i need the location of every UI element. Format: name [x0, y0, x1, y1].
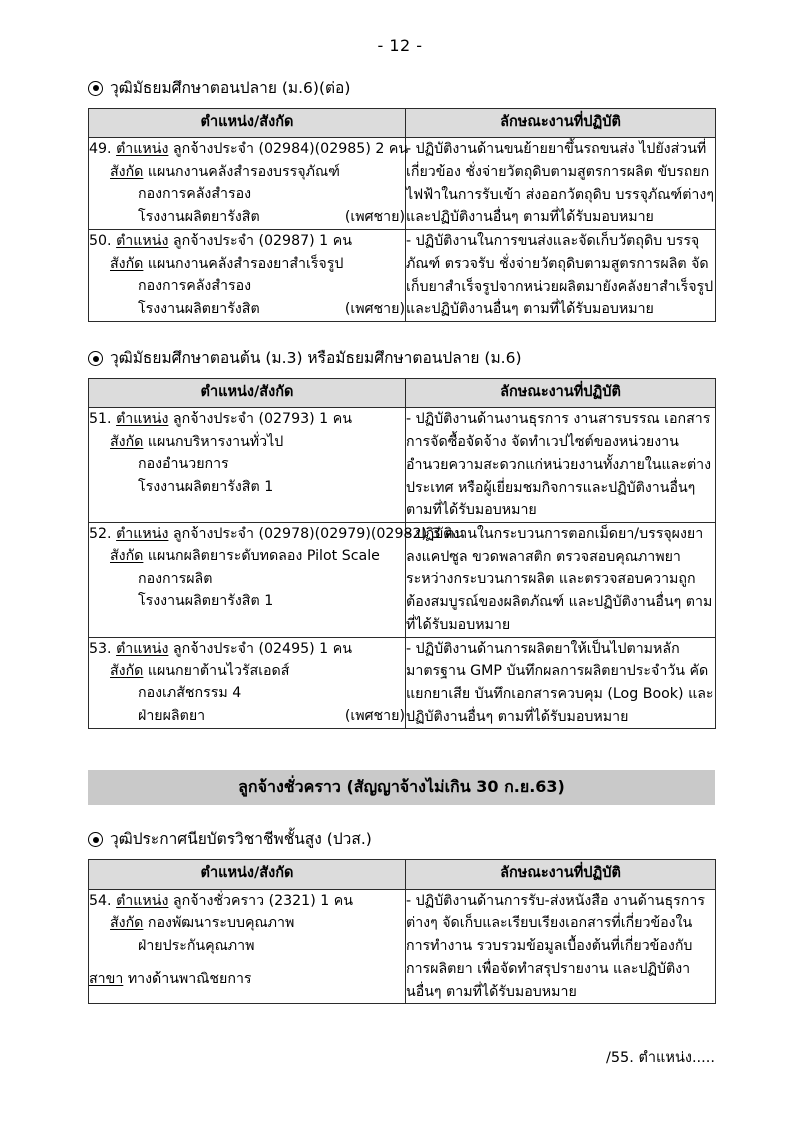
- position-title: ลูกจ้างประจำ (02495) 1 คน: [172, 640, 352, 657]
- table-header-row: [89, 378, 716, 407]
- row-number: 49.: [89, 141, 112, 158]
- duties-cell: [406, 138, 716, 230]
- affiliation-value: กองพัฒนาระบบคุณภาพ: [147, 915, 295, 932]
- position-title-line: [89, 523, 465, 545]
- table-row: [89, 230, 716, 322]
- duties-cell: [406, 637, 716, 729]
- spacer: [88, 805, 715, 829]
- section-banner: ลูกจ้างชั่วคราว (สัญญาจ้างไม่เกิน 30 ก.ย.63): [88, 770, 715, 805]
- row-number: 51.: [89, 411, 112, 428]
- affiliation-label: สังกัด: [110, 915, 144, 932]
- affiliation-sub-line: กองการคลังสำรอง: [138, 186, 252, 203]
- gender-note: (เพศชาย): [344, 208, 405, 225]
- affiliation-sub-line: [89, 298, 405, 320]
- column-header-position: ตำแหน่ง/สังกัด: [89, 108, 406, 137]
- affiliation-line: [89, 253, 405, 275]
- duties-text: - ปฏิบัติงานด้านการรับ-ส่งหนังสือ งานด้านธุรการต่างๆ จัดเก็บและเรียบเรียงเอกสารที่เกี่ยวข้องในการทำงาน รวบรวมข้อมูลเบื้องต้นที่เกี่ยวข้องกับการผลิตยา เพื่อจัดทำสรุปรายงาน และปฏิบัติงานอื่นๆ ตามที่ได้รับมอบหมาย: [406, 892, 705, 1000]
- position-label: ตำแหน่ง: [116, 233, 169, 250]
- duties-text: - ปฏิบัติงานด้านขนย้ายยาขึ้นรถขนส่ง ไปยังส่วนที่เกี่ยวข้อง ชั่งจ่ายวัตถุดิบตามสูตรการผลิต ขับรถยกไฟฟ้าในการรับเข้า ส่งออกวัตถุดิบ บรรจุภัณฑ์ต่างๆ และปฏิบัติงานอื่นๆ ตามที่ได้รับมอบหมาย: [406, 141, 714, 226]
- position-cell: [89, 522, 465, 637]
- affiliation-value: แผนกงานคลังสำรองยาสำเร็จรูป: [147, 255, 344, 272]
- spacer: [88, 729, 715, 770]
- duties-cell: [406, 408, 716, 523]
- branch-line: [89, 968, 405, 990]
- position-title-line: [89, 408, 405, 430]
- section-heading-label: วุฒิประกาศนียบัตรวิชาชีพชั้นสูง (ปวส.): [110, 830, 372, 849]
- affiliation-sub-text: โรงงานผลิตยารังสิต: [138, 300, 260, 317]
- affiliation-sub-line: กองการผลิต: [138, 570, 213, 587]
- table-row: [89, 637, 716, 729]
- affiliation-label: สังกัด: [110, 255, 144, 272]
- duties-text: - ปฏิบัติงานด้านงานธุรการ งานสารบรรณ เอกสารการจัดซื้อจัดจ้าง จัดทำเวปไซต์ของหน่วยงาน อำนวยความสะดวกแก่หน่วยงานทั้งภายในและต่างประเทศ หรือผู้เยี่ยมชมกิจการและปฏิบัติงานอื่นๆ ตามที่ได้รับมอบหมาย: [406, 411, 712, 519]
- table-row: [89, 408, 716, 523]
- affiliation-line: [89, 431, 405, 453]
- affiliation-sub-line: ฝ่ายประกันคุณภาพ: [138, 937, 255, 954]
- table-row: [89, 138, 716, 230]
- affiliation-value: แผนกงานคลังสำรองบรรจุภัณฑ์: [147, 163, 340, 180]
- section-heading-label: วุฒิมัธยมศึกษาตอนต้น (ม.3) หรือมัธยมศึกษาตอนปลาย (ม.6): [110, 349, 522, 368]
- affiliation-sub-line: [89, 206, 405, 228]
- position-cell: [89, 889, 406, 1004]
- affiliation-sub-text: ฝ่ายผลิตยา: [138, 707, 206, 724]
- position-title: ลูกจ้างประจำ (02978)(02979)(02982) 3 คน: [172, 525, 465, 542]
- page-number: - 12 -: [377, 36, 423, 55]
- position-title: ลูกจ้างประจำ (02793) 1 คน: [172, 411, 352, 428]
- position-title-line: [89, 230, 405, 252]
- table-row: [89, 889, 716, 1004]
- affiliation-label: สังกัด: [110, 548, 144, 565]
- duties-text: - ปฏิบัติงานด้านการผลิตยาให้เป็นไปตามหลักมาตรฐาน GMP บันทึกผลการผลิตยาประจำวัน คัดแยกยาเสีย บันทึกเอกสารควบคุม (Log Book) และปฏิบัติงานอื่นๆ ตามที่ได้รับมอบหมาย: [406, 640, 714, 725]
- duties-cell: [406, 230, 716, 322]
- affiliation-sub-line: โรงงานผลิตยารังสิต 1: [138, 593, 274, 610]
- section-heading-1: [88, 78, 715, 99]
- footer-continuation-note: /55. ตำแหน่ง.....: [605, 1050, 715, 1066]
- row-number: 54.: [89, 892, 112, 909]
- position-title: ลูกจ้างประจำ (02984)(02985) 2 คน: [172, 141, 409, 158]
- gender-note: (เพศชาย): [344, 707, 405, 724]
- section-heading-label: วุฒิมัธยมศึกษาตอนปลาย (ม.6)(ต่อ): [110, 79, 351, 97]
- position-label: ตำแหน่ง: [116, 411, 169, 428]
- column-header-position: ตำแหน่ง/สังกัด: [89, 860, 406, 889]
- row-number: 50.: [89, 233, 112, 250]
- position-title: ลูกจ้างชั่วคราว (2321) 1 คน: [172, 892, 353, 909]
- jobs-table-3: [88, 859, 716, 1004]
- column-header-duties: ลักษณะงานที่ปฏิบัติ: [406, 860, 716, 889]
- position-label: ตำแหน่ง: [116, 640, 169, 657]
- filled-radio-bullet-icon: [88, 81, 103, 96]
- affiliation-value: แผนกยาต้านไวรัสเอดส์: [147, 663, 290, 679]
- affiliation-sub-line: กองการคลังสำรอง: [138, 278, 252, 295]
- affiliation-sub-line: โรงงานผลิตยารังสิต 1: [138, 478, 274, 495]
- position-title: ลูกจ้างประจำ (02987) 1 คน: [172, 233, 352, 250]
- duties-cell: [406, 889, 716, 1004]
- affiliation-line: [89, 912, 405, 934]
- position-label: ตำแหน่ง: [116, 892, 169, 909]
- duties-text: - ปฏิบัติงานในกระบวนการตอกเม็ดยา/บรรจุผงยาลงแคปซูล ขวดพลาสติก ตรวจสอบคุณภาพยาระหว่างกระบวนการผลิต และตรวจสอบความถูกต้องสมบูรณ์ของผลิตภัณฑ์ และปฏิบัติงานอื่นๆ ตามที่ได้รับมอบหมาย: [406, 525, 713, 633]
- position-cell: [89, 637, 406, 729]
- position-title-line: [89, 138, 409, 160]
- affiliation-sub-line: [89, 705, 405, 727]
- duties-text: - ปฏิบัติงานในการขนส่งและจัดเก็บวัตถุดิบ บรรจุภัณฑ์ ตรวจรับ ชั่งจ่ายวัตถุดิบตามสูตรการผลิต จัดเก็บยาสำเร็จรูปจากหน่วยผลิตมายังคลังยาสำเร็จรูป และปฏิบัติงานอื่นๆ ตามที่ได้รับมอบหมาย: [406, 233, 714, 318]
- affiliation-label: สังกัด: [110, 433, 144, 450]
- affiliation-line: [89, 660, 405, 682]
- affiliation-line: [89, 161, 405, 183]
- position-label: ตำแหน่ง: [116, 141, 169, 158]
- affiliation-value: แผนกบริหารงานทั่วไป: [147, 433, 284, 450]
- affiliation-label: สังกัด: [110, 663, 144, 679]
- table-header-row: [89, 108, 716, 137]
- affiliation-sub-text: โรงงานผลิตยารังสิต: [138, 208, 260, 225]
- section-heading-2: [88, 348, 715, 369]
- position-cell: [89, 408, 406, 523]
- jobs-table-1: [88, 108, 716, 322]
- affiliation-sub-line: กองอำนวยการ: [138, 456, 229, 473]
- row-number: 53.: [89, 640, 112, 657]
- affiliation-label: สังกัด: [110, 163, 144, 180]
- position-cell: [89, 230, 406, 322]
- column-header-duties: ลักษณะงานที่ปฏิบัติ: [406, 108, 716, 137]
- section-heading-3: [88, 829, 715, 850]
- position-title-line: [89, 638, 405, 660]
- position-title-line: [89, 890, 405, 912]
- jobs-table-2: [88, 378, 716, 729]
- gender-note: (เพศชาย): [344, 300, 405, 317]
- table-header-row: [89, 860, 716, 889]
- branch-label: สาขา: [89, 971, 124, 988]
- affiliation-sub-line: กองเภสัชกรรม 4: [138, 685, 242, 702]
- row-number: 52.: [89, 525, 112, 542]
- branch-value: ทางด้านพาณิชยการ: [127, 971, 252, 988]
- affiliation-line: [89, 545, 405, 567]
- filled-radio-bullet-icon: [88, 832, 103, 847]
- affiliation-value: แผนกผลิตยาระดับทดลอง Pilot Scale: [147, 548, 380, 565]
- column-header-duties: ลักษณะงานที่ปฏิบัติ: [406, 378, 716, 407]
- page-content: [88, 78, 715, 1004]
- spacer: [88, 322, 715, 348]
- filled-radio-bullet-icon: [88, 351, 103, 366]
- position-cell: [89, 138, 409, 230]
- blank-line: [89, 957, 405, 968]
- table-row: [89, 522, 716, 637]
- column-header-position: ตำแหน่ง/สังกัด: [89, 378, 406, 407]
- position-label: ตำแหน่ง: [116, 525, 169, 542]
